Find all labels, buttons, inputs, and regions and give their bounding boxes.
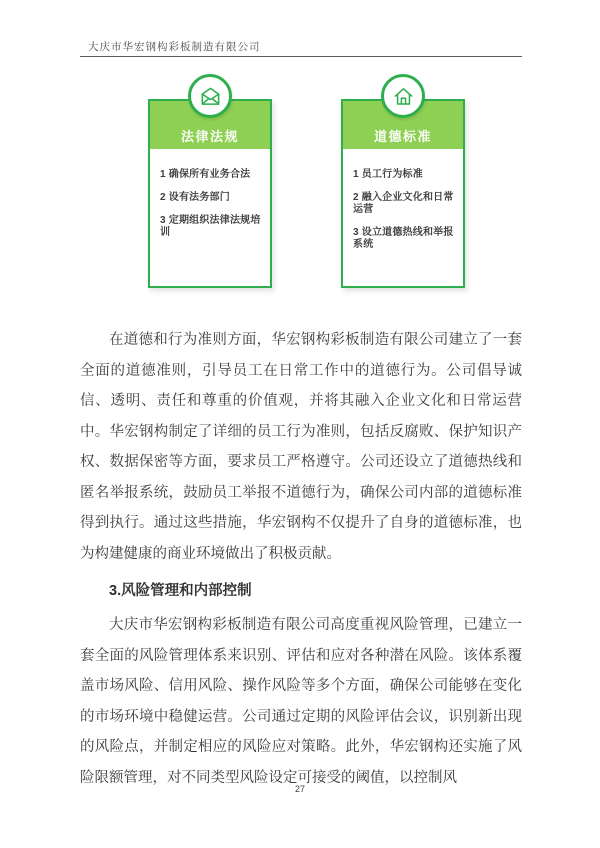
list-item: 3 设立道德热线和举报系统 <box>353 227 454 250</box>
header-divider-line <box>80 56 522 57</box>
page-number: 27 <box>294 784 305 794</box>
list-item: 2 设有法务部门 <box>160 192 230 203</box>
card-ethics-title: 道德标准 <box>373 129 432 144</box>
page-header-company-name: 大庆市华宏钢构彩板制造有限公司 <box>88 42 261 53</box>
list-item: 1 确保所有业务合法 <box>160 169 251 180</box>
section-heading-risk-management: 3.风险管理和内部控制 <box>109 583 252 599</box>
paragraph-ethics-conduct: 在道德和行为准则方面，华宏钢构彩板制造有限公司建立了一套全面的道德准则，引导员工在日常工作中的道德行为。公司倡导诚信、透明、责任和尊重的价值观，并将其融入企业文化和日常运营中。华宏钢构制定了详细的员工行为准则，包括反腐败、保护知识产权、数据保密等方面，要求员工严格遵守。公司还设立了道德热线和匿名举报系统，鼓励员工举报不道德行为，确保公司内部的道德标准得到执行。通过这些措施，华宏钢构不仅提升了自身的道德标准，也为构建健康的商业环境做出了积极贡献。 <box>80 332 522 562</box>
card-ethics-icon-badge <box>381 74 425 118</box>
card-laws-title: 法律法规 <box>180 129 239 144</box>
paragraph-risk-management: 大庆市华宏钢构彩板制造有限公司高度重视风险管理，已建立一套全面的风险管理体系来识别、评估和应对各种潜在风险。该体系覆盖市场风险、信用风险、操作风险等多个方面，确保公司能够在变化的市场环境中稳健运营。公司通过定期的风险评估会议，识别新出现的风险点，并制定相应的风险应对策略。此外，华宏钢构还实施了风险限额管理，对不同类型风险设定可接受的阈值，以控制风 <box>80 617 522 786</box>
card-laws-icon-badge <box>188 74 232 118</box>
open-mail-icon <box>199 85 222 108</box>
list-item: 2 融入企业文化和日常运营 <box>353 192 454 215</box>
body-text-block <box>80 325 522 793</box>
card-laws-regulations <box>148 99 272 288</box>
list-item: 1 员工行为标准 <box>353 169 423 180</box>
home-icon <box>392 85 415 108</box>
card-ethical-standards <box>341 99 465 288</box>
card-laws-list <box>150 149 270 239</box>
list-item: 3 定期组织法律法规培训 <box>160 215 261 238</box>
card-ethics-list <box>343 149 463 251</box>
